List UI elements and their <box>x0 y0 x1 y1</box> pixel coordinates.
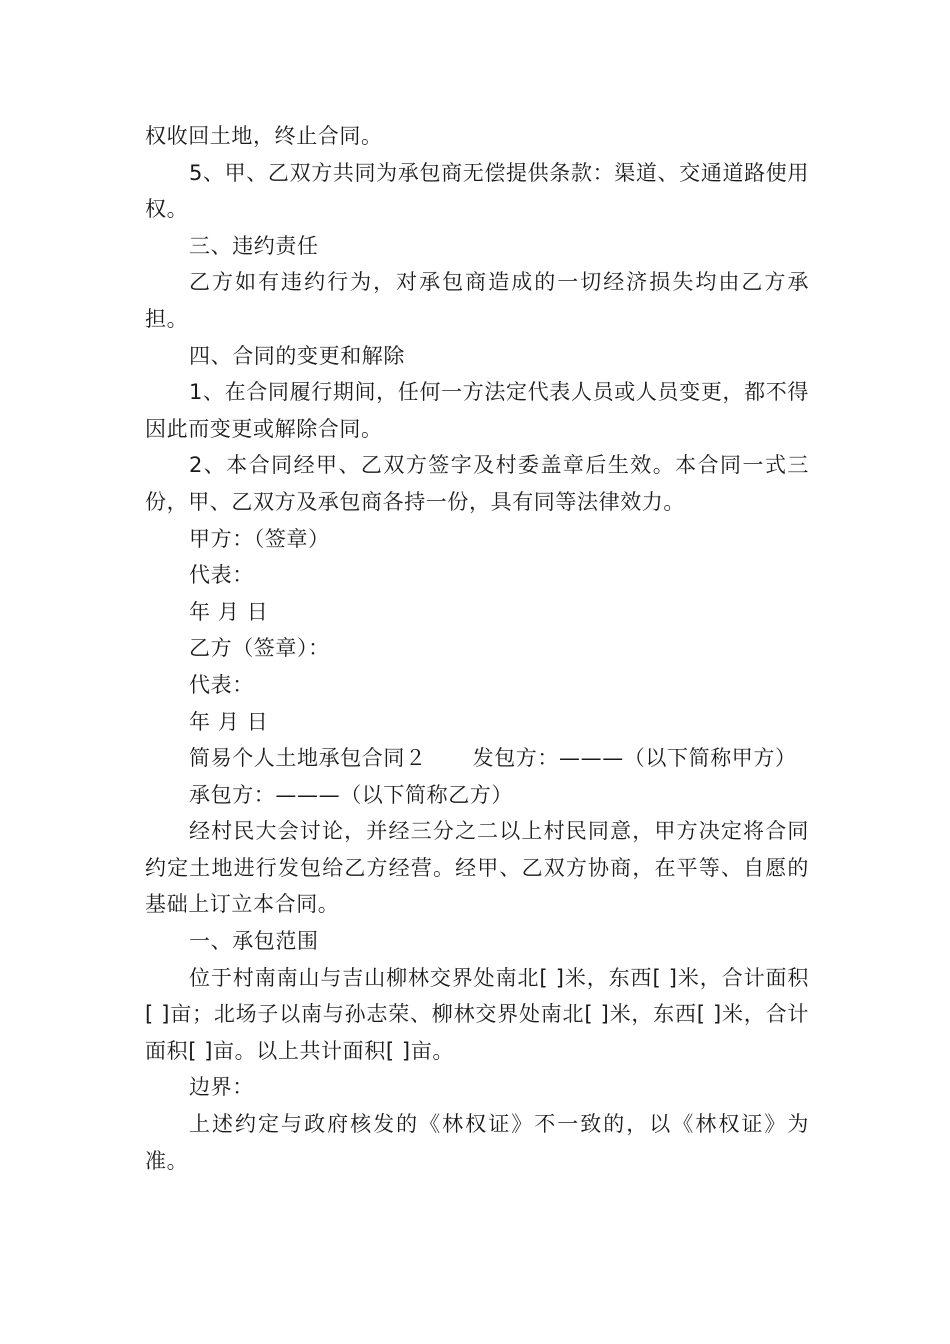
signature-date-b: 年 月 日 <box>189 709 269 734</box>
document-body <box>145 118 809 1179</box>
contract2-party-a: 发包方：———（以下简称甲方） <box>472 746 797 771</box>
contract2-party-b: 承包方：———（以下简称乙方） <box>189 782 513 807</box>
paragraph-clause-5: 5、甲、乙双方共同为承包商无偿提供条款：渠道、交通道路使用权。 <box>145 160 809 222</box>
contract2-preamble: 经村民大会讨论，并经三分之二以上村民同意，甲方决定将合同约定土地进行发包给乙方经营。经甲、乙双方协商，在平等、自愿的基础上订立本合同。 <box>145 819 809 917</box>
signature-representative-a: 代表： <box>189 563 254 588</box>
paragraph-continuation: 权收回土地，终止合同。 <box>145 124 383 148</box>
paragraph-change-1: 1、在合同履行期间，任何一方法定代表人员或人员变更，都不得因此而变更或解除合同。 <box>145 380 809 441</box>
signature-date-a: 年 月 日 <box>189 599 269 624</box>
contract2-title: 简易个人土地承包合同２ <box>189 746 427 771</box>
paragraph-scope: 位于村南南山与吉山柳林交界处南北[ ]米，东西[ ]米，合计面积[ ]亩；北场子以南与孙志荣、柳林交界处南北[ ]米，东西[ ]米，合计面积[ ]亩。以上共计面积[ ]亩。 <box>145 965 809 1063</box>
signature-party-b: 乙方（签章）： <box>189 636 330 661</box>
paragraph-boundary: 上述约定与政府核发的《林权证》不一致的，以《林权证》为准。 <box>145 1112 809 1173</box>
contract2-header <box>145 740 809 777</box>
heading-breach-liability: 三、违约责任 <box>189 233 319 258</box>
signature-party-a: 甲方：（签章） <box>189 526 330 551</box>
paragraph-change-2: 2、本合同经甲、乙双方签字及村委盖章后生效。本合同一式三份，甲、乙双方及承包商各持一份，具有同等法律效力。 <box>145 453 809 514</box>
paragraph-breach: 乙方如有违约行为，对承包商造成的一切经济损失均由乙方承担。 <box>145 270 809 331</box>
signature-representative-b: 代表： <box>189 672 254 697</box>
heading-scope: 一、承包范围 <box>189 929 319 954</box>
heading-change-termination: 四、合同的变更和解除 <box>189 343 405 368</box>
heading-boundary: 边界： <box>189 1075 254 1100</box>
